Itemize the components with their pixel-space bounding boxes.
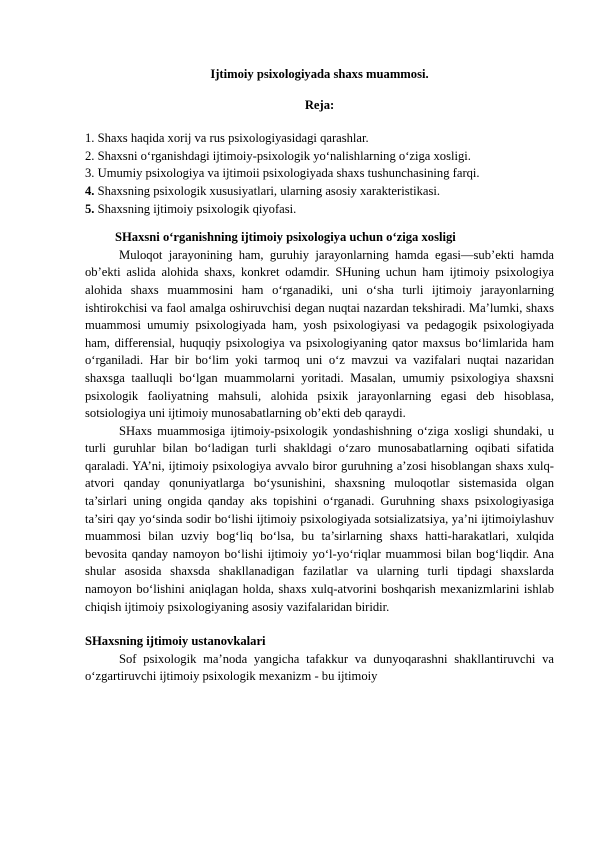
plan-item <box>85 130 554 148</box>
plan-item-number: 4. <box>85 183 95 198</box>
plan-list <box>85 130 554 218</box>
plan-item <box>85 183 554 201</box>
plan-item-text: Shaxsni o‘rganishdagi ijtimoiy-psixologik yo‘nalishlarning o‘ziga xosligi. <box>94 148 471 163</box>
plan-item-text: Umumiy psixologiya va ijtimoii psixologiyada shaxs tushunchasining farqi. <box>94 166 480 181</box>
plan-item <box>85 148 554 166</box>
plan-item-text: Shaxsning ijtimoiy psixologik qiyofasi. <box>94 201 297 216</box>
document-title: Ijtimoiy psixologiyada shaxs muammosi. <box>210 67 429 81</box>
section-heading: SHaxsning ijtimoiy ustanovkalari <box>85 634 266 649</box>
plan-item <box>85 165 554 183</box>
section-heading: SHaxsni o‘rganishning ijtimoiy psixologiya uchun o‘ziga xosligi <box>115 230 456 245</box>
plan-item-text: Shaxsning psixologik xususiyatlari, ularning asosiy xarakteristikasi. <box>94 183 441 198</box>
plan-heading: Reja: <box>304 97 335 112</box>
body-paragraph: Muloqot jarayonining ham, guruhiy jarayonlarning hamda egasi—sub’ekti hamda ob’ekti aslida alohida shaxs, konkret odamdir. SHuning uchun ham ijtimoiy psixologiya alohida shaxs muammosini ham o‘rganadiki, uni o‘sha turli ijtimoiy jarayonlarning ishtirokchisi va faol amalga oshiruvchisi degan nuqtai nazardan tekshiradi. Ma’lumki, shaxs muammosi umumiy psixologiyada ham, yosh psixologiyasi va pedagogik psixologiyada ham, differensial, huquqiy psixologiya va psixologiyaning qator maxsus bo‘limlarida ham o‘rganiladi. Har bir bo‘lim yoki tarmoq uni o‘z mavzui va vazifalari nuqtai nazaridan shaxsga taalluqli bo‘lgan muammolarni yoritadi. Masalan, umumiy psixologiya shaxsni psixologik faoliyatning mahsuli, alohida psixik jarayonlarning egasi deb hisoblasa, sotsiologiya uni ijtimoiy munosabatlarning ob’ekti deb qaraydi. <box>85 247 554 421</box>
plan-item-number: 5. <box>85 201 95 216</box>
body-paragraph: SHaxs muammosiga ijtimoiy-psixologik yondashishning o‘ziga xosligi shundaki, u turli guruhlar bilan bo‘ladigan turli shakldagi o‘zaro munosabatlarning oqibati sifatida qaraladi. YA’ni, ijtimoiy psixologiya avvalo biror guruhning a’zosi hisoblangan shaxs xulq-atvori qanday qonuniyatlarga bo‘ysunishini, shaxsning muloqotlar sistemasida olgan ta’sirlari uning ongida qanday aks topishini o‘rganadi. Guruhning shaxs psixologiyasiga ta’siri qay yo‘sinda sodir bo‘lishi ijtimoiy psixologiyada sotsializatsiya, ya’ni ijtimoiylashuv muammosi bilan uzviy bog‘liq bo‘lsa, bu ta’sirlarning shaxs hatti-harakatlari, xulqida bevosita qanday namoyon bo‘lishi ijtimoiy yo‘l-yo‘riqlar muammosi bilan bog‘liqdir. Ana shular asosida shaxsda shakllanadigan fazilatlar va ularning turli tipdagi shaxslarda namoyon bo‘lishini aniqlagan holda, shaxs xulq-atvorini boshqarish mexanizmlarini ishlab chiqish ijtimoiy psixologiyaning asosiy vazifalaridan biridir. <box>85 423 554 614</box>
plan-item-number: 2. <box>85 148 95 163</box>
plan-item <box>85 201 554 219</box>
plan-item-number: 3. <box>85 166 95 181</box>
body-paragraph: Sof psixologik ma’noda yangicha tafakkur va dunyoqarashni shakllantiruvchi va o‘zgartiruvchi ijtimoiy psixologik mexanizm - bu ijtimoiy <box>85 651 554 684</box>
plan-item-number: 1. <box>85 131 95 146</box>
plan-item-text: Shaxs haqida xorij va rus psixologiyasidagi qarashlar. <box>94 131 369 146</box>
